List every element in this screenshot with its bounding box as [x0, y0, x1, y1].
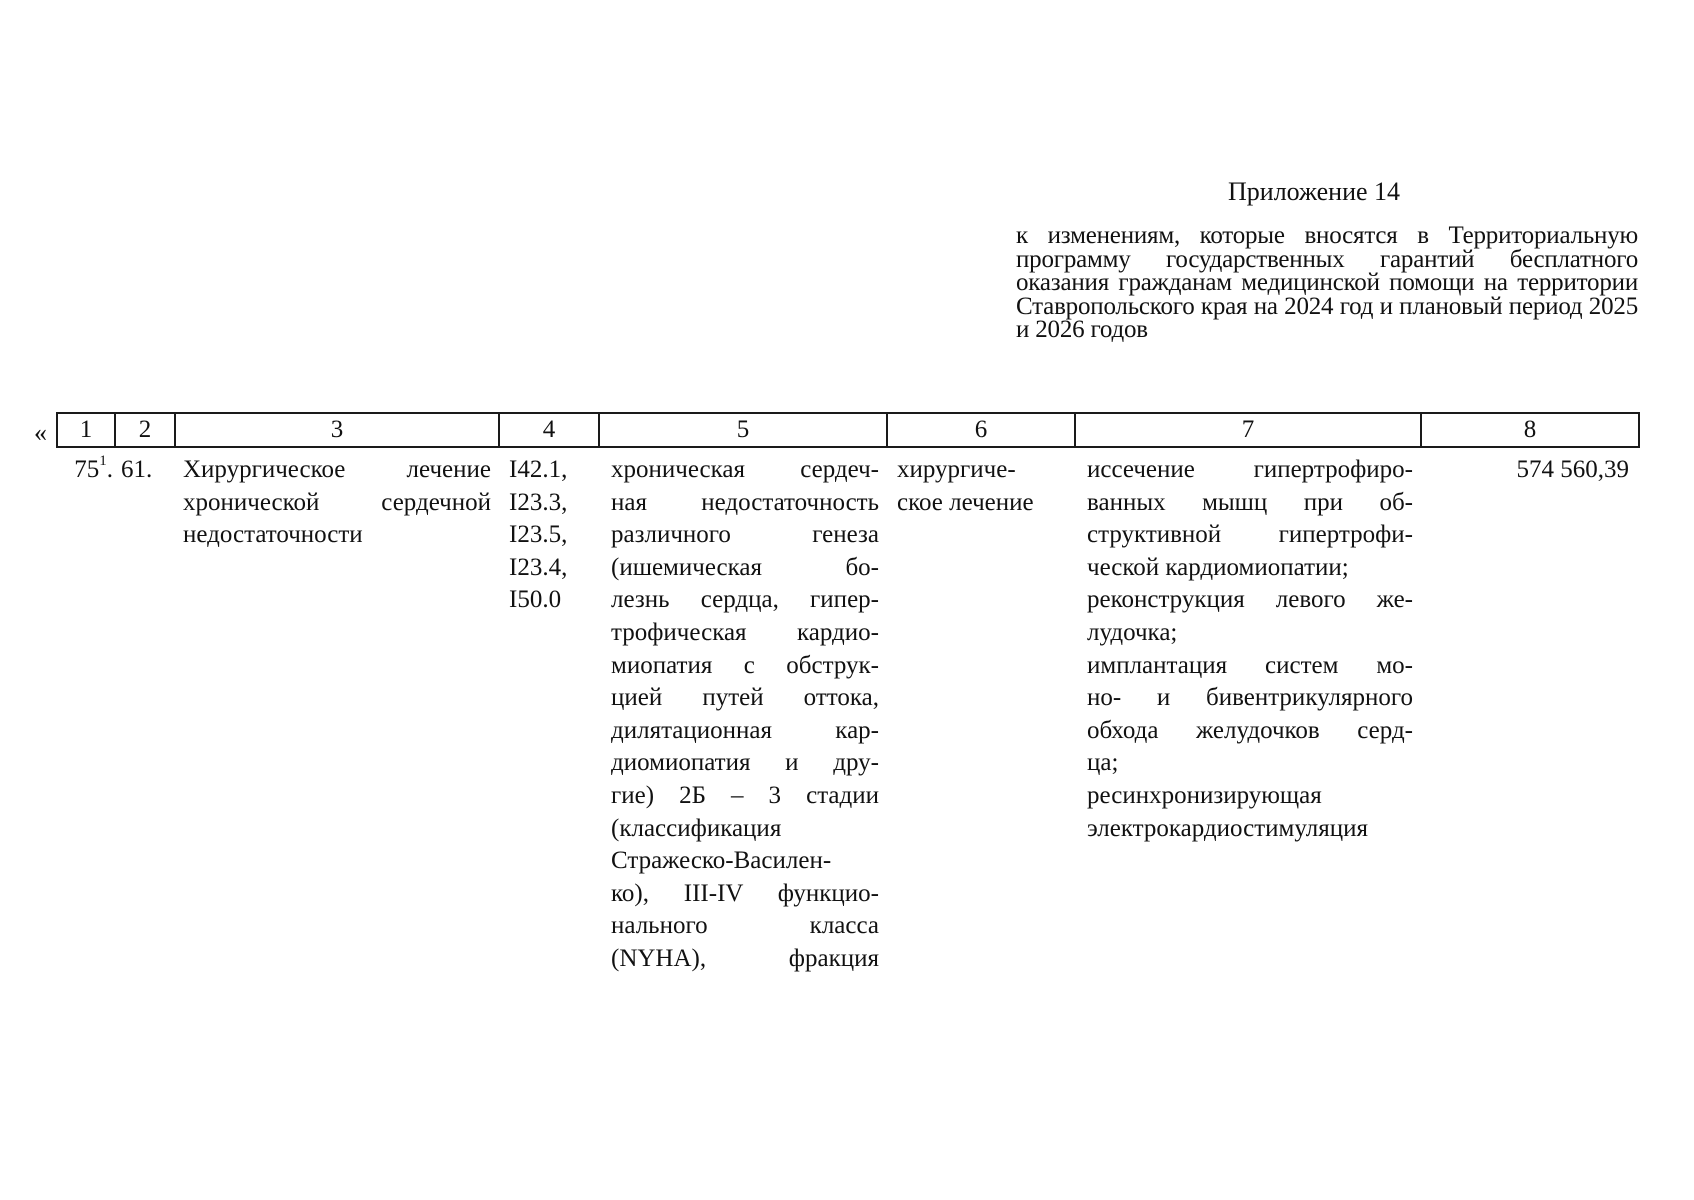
diagnosis-line: нального класса — [611, 912, 879, 940]
method-line: иссечение гипертрофиро- — [1087, 456, 1413, 483]
icd-code: I23.3, — [509, 488, 568, 516]
treatment-method — [1075, 447, 1421, 977]
diagnosis-line: Стражеско-Василен- — [611, 847, 832, 875]
diagnosis-line: цией путей оттока, — [611, 684, 879, 712]
method-line: имплантация систем мо- — [1087, 651, 1413, 679]
diagnosis-line: (ишемическая бо- — [611, 553, 879, 581]
header-col-2: 2 — [115, 413, 175, 447]
diagnosis-line: различного генеза — [611, 521, 879, 549]
method-line: обхода желудочков серд- — [1087, 716, 1413, 744]
row-number-superscript: 1 — [99, 453, 107, 469]
header-col-1: 1 — [57, 413, 115, 447]
annex-description: к изменениям, которые вносятся в Территориальную программу государственных гарантий бесплатного оказания гражданам медицинской помощи на территории Ставропольского края на 2024 год и плановый период 2025 и 2026 годов — [1016, 222, 1638, 343]
diagnosis-line: диомиопатия и дру- — [611, 749, 879, 777]
method-line: ванных мышц при об- — [1087, 488, 1413, 516]
method-line: ресинхронизирующая — [1087, 781, 1322, 809]
diagnosis-line: трофическая кардио- — [611, 618, 879, 646]
treatment-type — [887, 447, 1075, 977]
care-name-line: недостаточности — [183, 521, 363, 549]
method-line: лудочка; — [1087, 618, 1178, 646]
row-number-main: 75 — [74, 456, 100, 483]
group-number: 61. — [121, 456, 153, 483]
icd-codes — [499, 447, 599, 977]
opening-quote: « — [34, 418, 47, 447]
icd-code: I23.4, — [509, 553, 568, 581]
header-col-4: 4 — [499, 413, 599, 447]
method-line: электрокардиостимуляция — [1087, 814, 1369, 842]
header-col-6: 6 — [887, 413, 1075, 447]
icd-code: I42.1, — [509, 456, 568, 483]
row-number — [57, 447, 115, 977]
method-line: ческой кардиомиопатии; — [1087, 553, 1349, 581]
method-line: ца; — [1087, 749, 1119, 777]
diagnosis-line: дилятационная кар- — [611, 716, 879, 744]
care-name — [175, 447, 499, 977]
diagnosis-model — [599, 447, 887, 977]
diagnosis-line: (классификация — [611, 814, 782, 842]
header-col-7: 7 — [1075, 413, 1421, 447]
table-row — [57, 447, 1639, 977]
diagnosis-line: гие) 2Б – 3 стадии — [611, 781, 879, 809]
diagnosis-line: лезнь сердца, гипер- — [611, 586, 879, 614]
treatment-type-line: ское лечение — [897, 488, 1034, 516]
row-number-dot: . — [106, 456, 113, 483]
method-line: реконструкция левого же- — [1087, 586, 1413, 614]
diagnosis-line: ная недостаточность — [611, 488, 879, 516]
method-line: но- и бивентрикулярного — [1087, 684, 1413, 712]
diagnosis-line: (NYHA), фракция — [611, 944, 879, 972]
financial-cost: 574 560,39 — [1516, 456, 1629, 483]
diagnosis-line: хроническая сердеч- — [611, 456, 879, 483]
diagnosis-line: ко), III-IV функцио- — [611, 879, 879, 907]
annex-title: Приложение 14 — [1228, 177, 1401, 206]
method-line: структивной гипертрофи- — [1087, 521, 1413, 549]
icd-code: I23.5, — [509, 521, 568, 549]
care-name-line: Хирургическое лечение — [183, 456, 491, 483]
tariff-table — [56, 412, 1640, 977]
diagnosis-line: миопатия с обструк- — [611, 651, 879, 679]
care-name-line: хронической сердечной — [183, 488, 491, 516]
header-col-5: 5 — [599, 413, 887, 447]
icd-code: I50.0 — [509, 586, 562, 614]
header-col-8: 8 — [1421, 413, 1639, 447]
header-col-3: 3 — [175, 413, 499, 447]
treatment-type-line: хирургиче- — [897, 456, 1016, 483]
header-row — [57, 413, 1639, 447]
